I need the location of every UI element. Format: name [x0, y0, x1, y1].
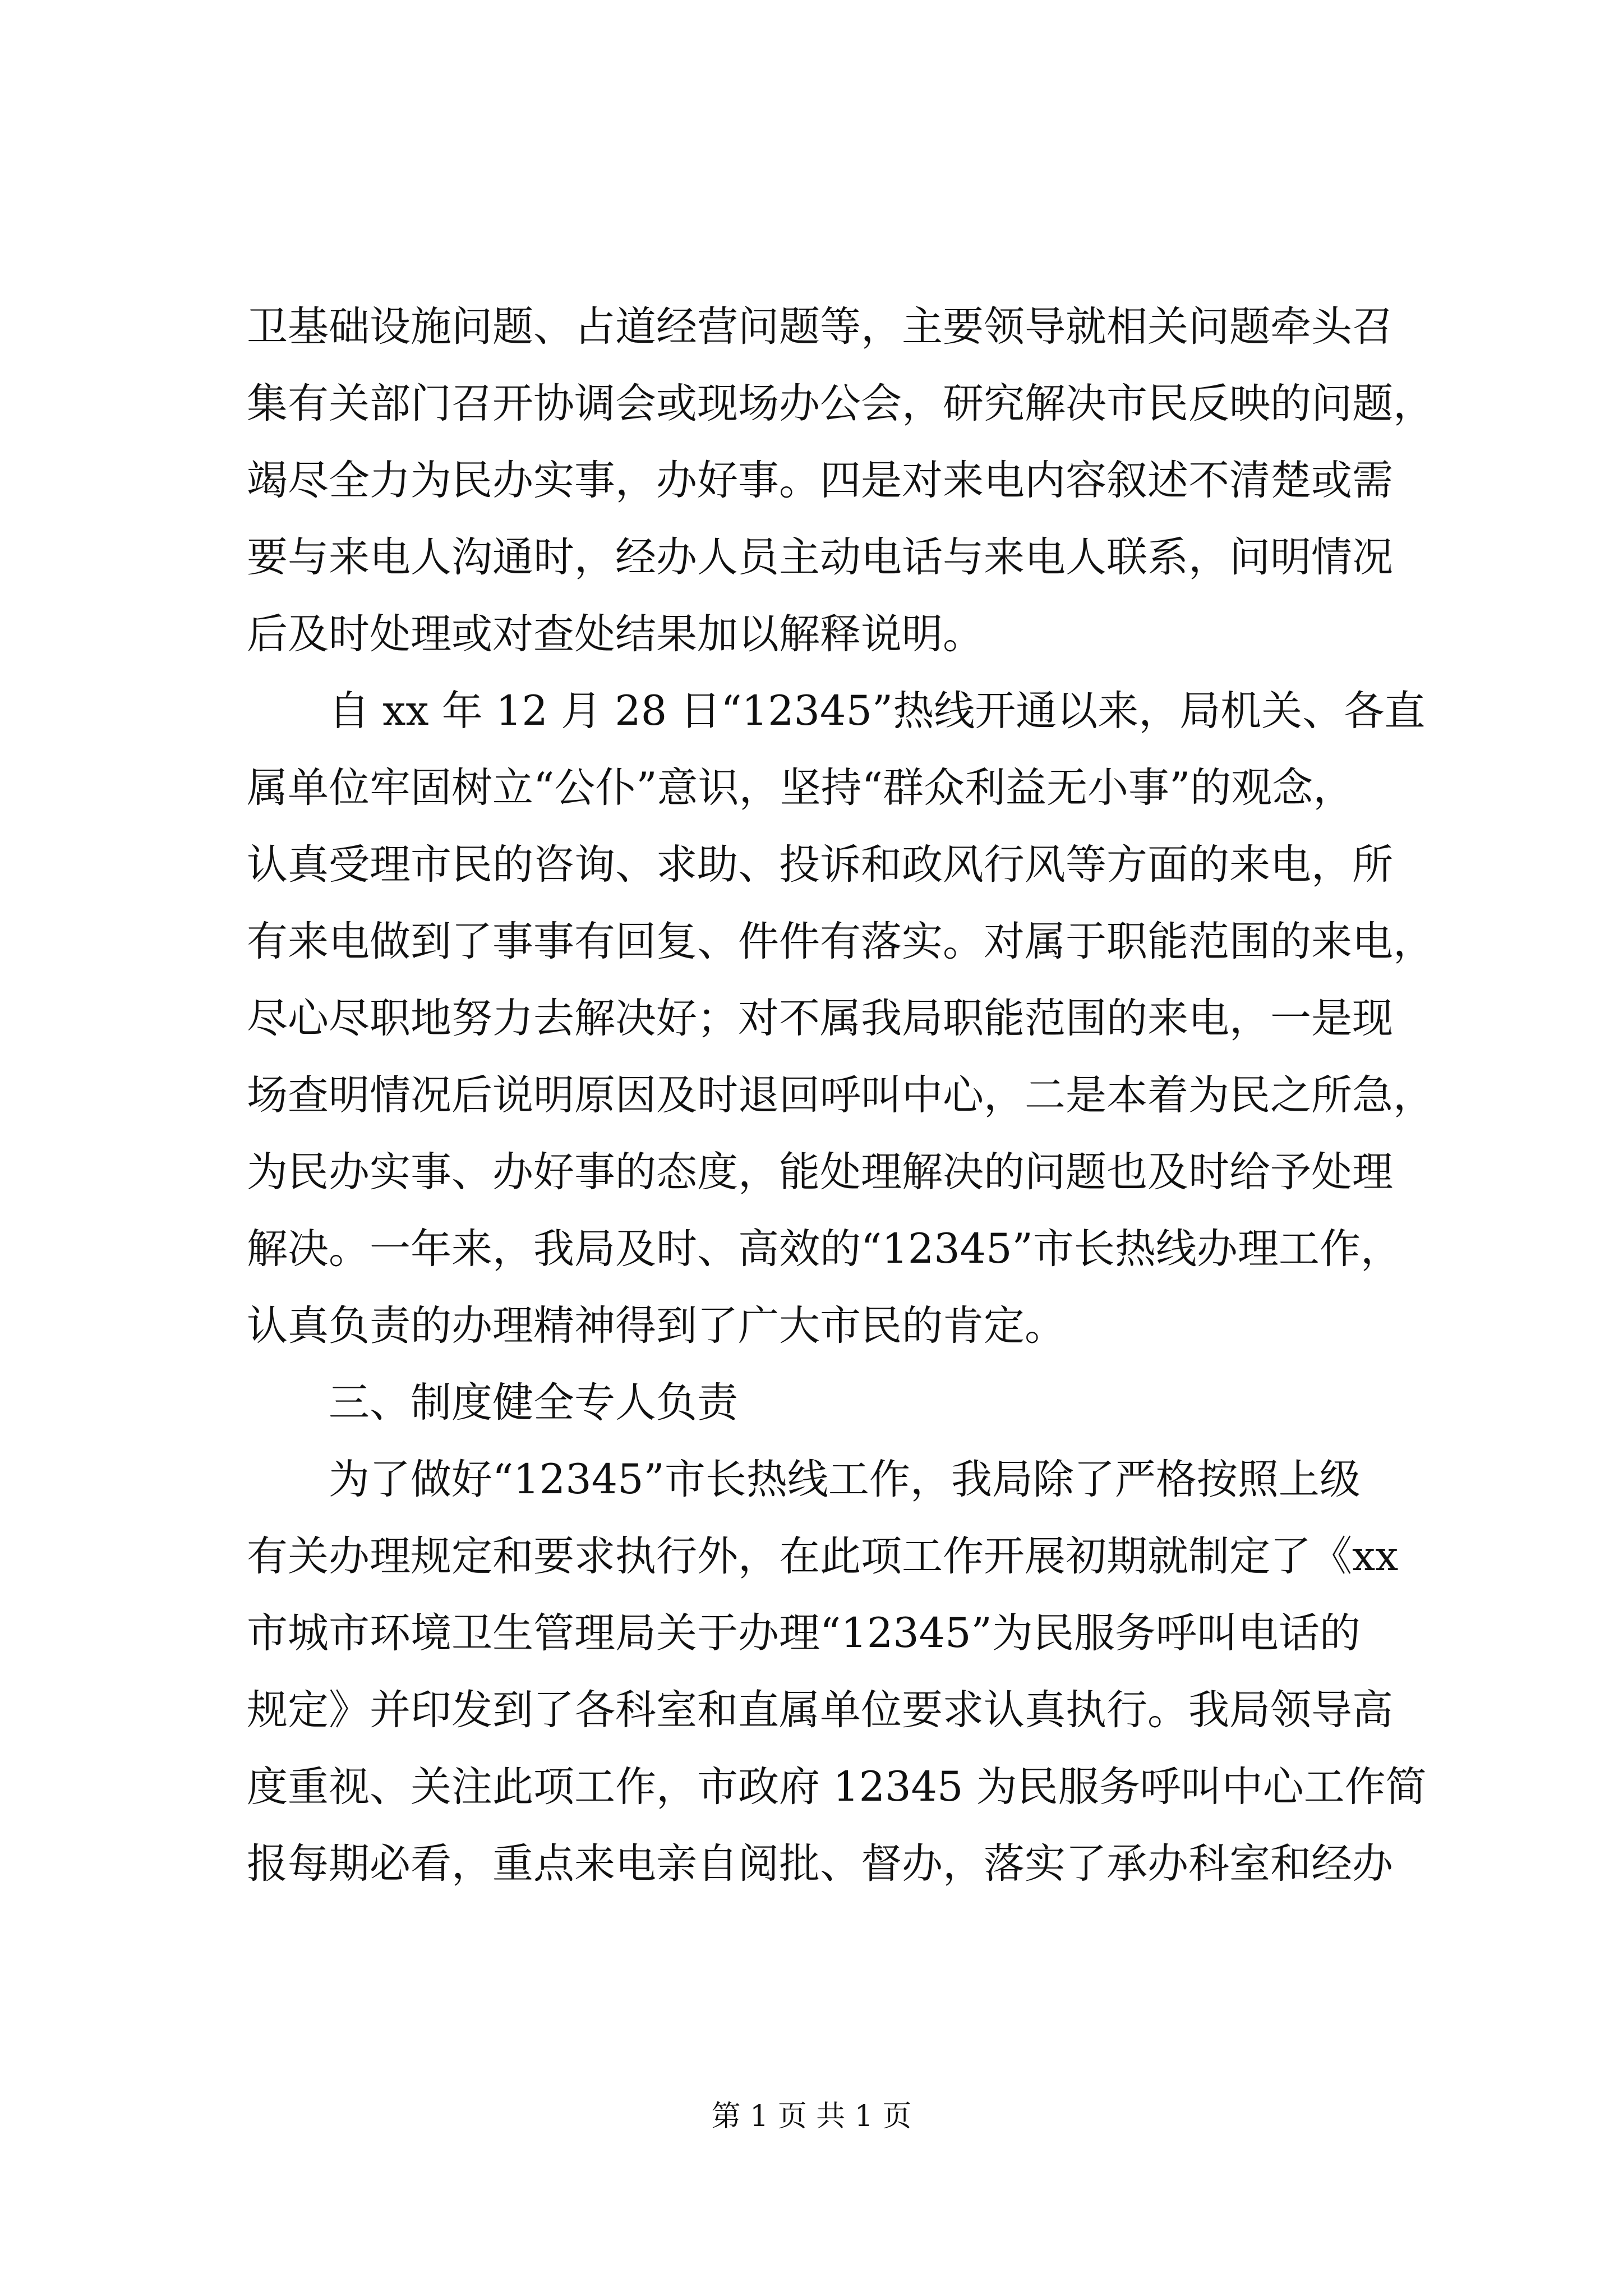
page-footer: 第 1 页 共 1 页	[711, 2100, 912, 2133]
text-line: 集有关部门召开协调会或现场办公会，研究解决市民反映的问题，	[247, 380, 1434, 427]
text-line: 认真受理市民的咨询、求助、投诉和政风行风等方面的来电，所	[247, 841, 1393, 889]
text-line: 要与来电人沟通时，经办人员主动电话与来电人联系，问明情况	[247, 533, 1393, 581]
paragraph-first-line: 为了做好“12345”市长热线工作，我局除了严格按照上级	[329, 1456, 1361, 1503]
text-line: 报每期必看，重点来电亲自阅批、督办，落实了承办科室和经办	[247, 1840, 1393, 1888]
text-line: 属单位牢固树立“公仆”意识，坚持“群众利益无小事”的观念，	[247, 764, 1354, 812]
text-line: 度重视、关注此项工作，市政府 12345 为民服务呼叫中心工作简	[247, 1763, 1427, 1811]
section-heading: 三、制度健全专人负责	[329, 1379, 738, 1427]
text-line: 有关办理规定和要求执行外，在此项工作开展初期就制定了《xx	[247, 1533, 1399, 1580]
text-line: 解决。一年来，我局及时、高效的“12345”市长热线办理工作，	[247, 1225, 1401, 1273]
text-line: 有来电做到了事事有回复、件件有落实。对属于职能范围的来电，	[247, 918, 1434, 965]
text-line: 为民办实事、办好事的态度，能处理解决的问题也及时给予处理	[247, 1148, 1393, 1196]
text-line: 竭尽全力为民办实事，办好事。四是对来电内容叙述不清楚或需	[247, 457, 1393, 504]
text-line: 卫基础设施问题、占道经营问题等，主要领导就相关问题牵头召	[247, 303, 1393, 351]
paragraph-first-line: 自 xx 年 12 月 28 日“12345”热线开通以来，局机关、各直	[329, 687, 1426, 735]
text-line: 规定》并印发到了各科室和直属单位要求认真执行。我局领导高	[247, 1686, 1393, 1734]
text-line: 尽心尽职地努力去解决好；对不属我局职能范围的来电，一是现	[247, 995, 1393, 1042]
text-line: 市城市环境卫生管理局关于办理“12345”为民服务呼叫电话的	[247, 1609, 1361, 1657]
text-line: 后及时处理或对查处结果加以解释说明。	[247, 610, 984, 658]
text-line: 场查明情况后说明原因及时退回呼叫中心，二是本着为民之所急，	[247, 1071, 1434, 1119]
text-line: 认真负责的办理精神得到了广大市民的肯定。	[247, 1302, 1066, 1350]
